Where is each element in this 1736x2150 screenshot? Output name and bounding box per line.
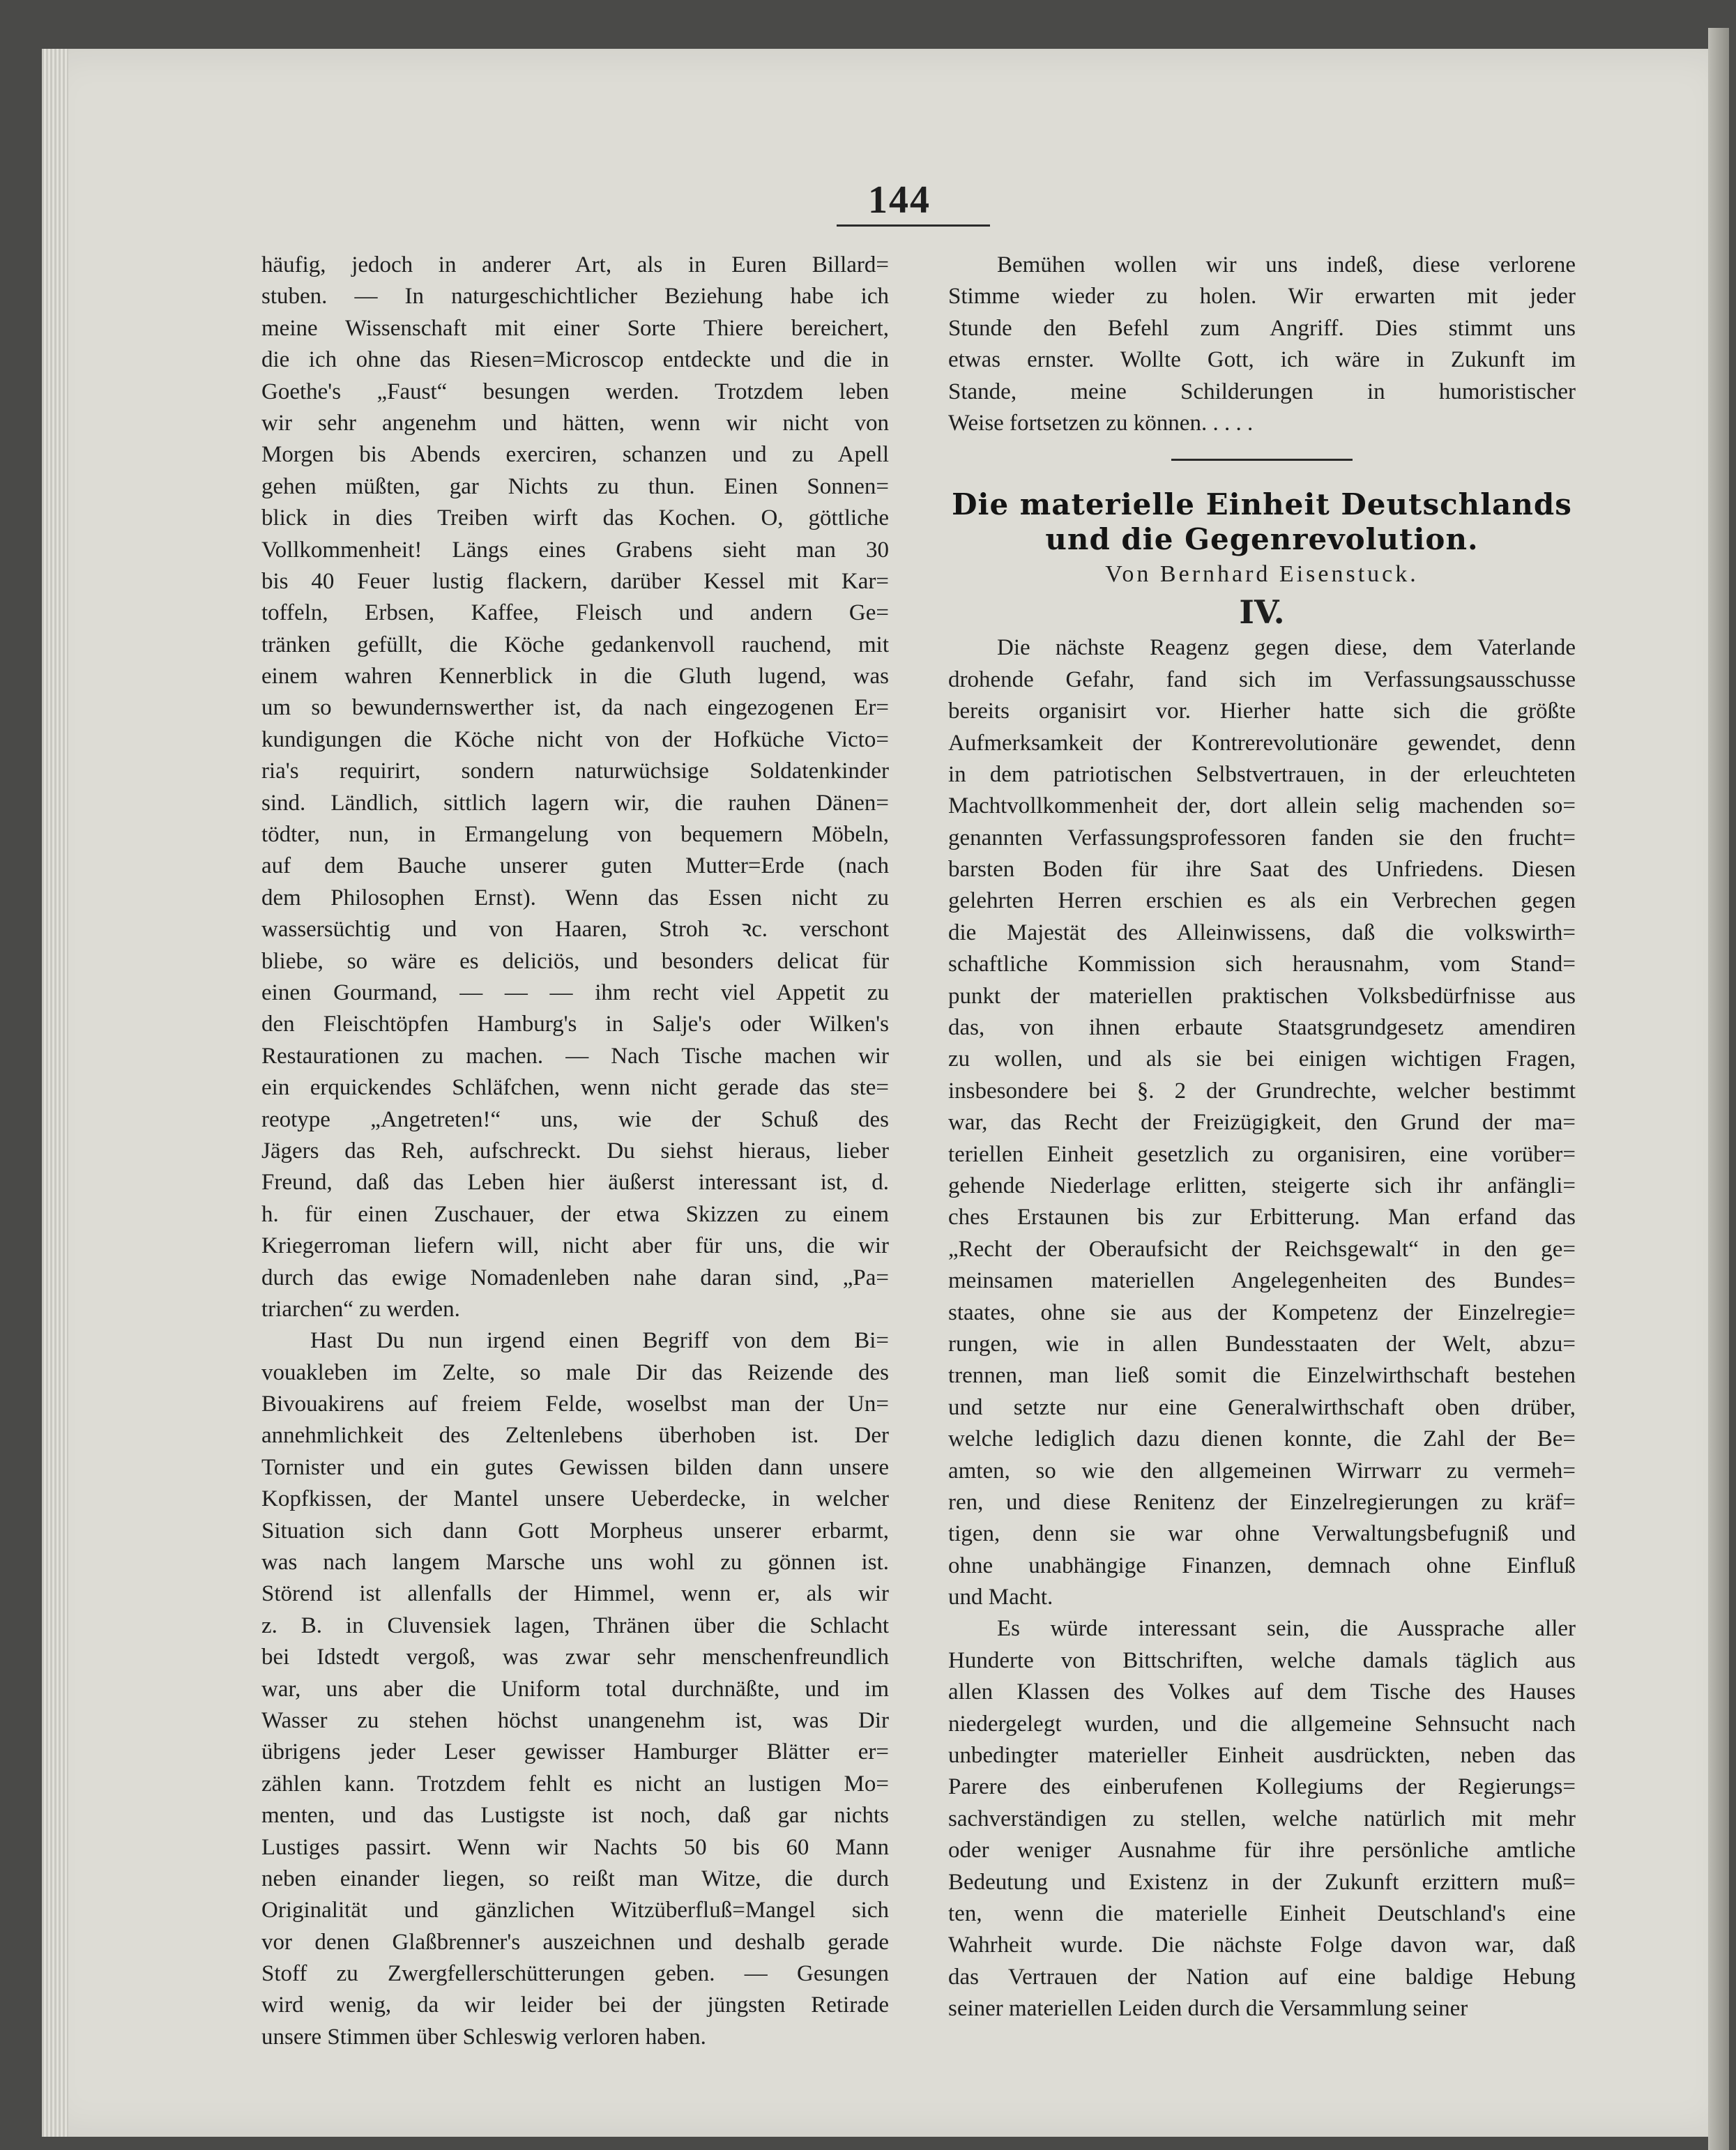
text-line: was nach langem Marsche uns wohl zu gönnen ist. bbox=[261, 1550, 889, 1576]
text-line: gehen müßten, gar Nichts zu thun. Einen Sonnen= bbox=[261, 473, 889, 499]
text-line: Tornister und ein gutes Gewissen bilden dann unsere bbox=[261, 1454, 889, 1480]
text-line: Es würde interessant sein, die Aussprache aller bbox=[997, 1616, 1576, 1642]
text-line: bis 40 Feuer lustig flackern, darüber Kessel mit Kar= bbox=[261, 568, 889, 594]
text-line: Kriegerroman liefern will, nicht aber für uns, die wir bbox=[261, 1233, 889, 1259]
text-line: rungen, wie in allen Bundesstaaten der Welt, abzu= bbox=[948, 1331, 1576, 1357]
text-line: stuben. — In naturgeschichtlicher Beziehung habe ich bbox=[261, 284, 889, 310]
text-line: oder weniger Ausnahme für ihre persönliche amtliche bbox=[948, 1838, 1576, 1863]
article-title-line2: und die Gegenrevolution. bbox=[1045, 522, 1479, 557]
text-line: Stande, meine Schilderungen in humoristischer bbox=[948, 379, 1576, 404]
text-line: blick in dies Treiben wirft das Kochen. O, göttliche bbox=[261, 505, 889, 531]
left-column bbox=[261, 250, 889, 2053]
article-byline: Von Bernhard Eisenstuck. bbox=[1105, 561, 1419, 588]
text-line: toffeln, Erbsen, Kaffee, Fleisch und andern Ge= bbox=[261, 600, 889, 626]
text-line: dem Philosophen Ernst). Wenn das Essen nicht zu bbox=[261, 885, 889, 910]
text-line: und Macht. bbox=[948, 1585, 1053, 1610]
text-line: neben einander liegen, so reißt man Witze, die durch bbox=[261, 1866, 889, 1891]
text-line: menten, und das Lustigste ist noch, daß gar nichts bbox=[261, 1803, 889, 1829]
text-line: zählen kann. Trotzdem fehlt es nicht an lustigen Mo= bbox=[261, 1771, 889, 1797]
text-line: ren, und diese Renitenz der Einzelregierungen zu kräf= bbox=[948, 1489, 1576, 1515]
text-line: Stunde den Befehl zum Angriff. Dies stimmt uns bbox=[948, 315, 1576, 341]
text-line: ria's requirirt, sondern naturwüchsige Soldatenkinder bbox=[261, 758, 889, 784]
text-line: unsere Stimmen über Schleswig verloren haben. bbox=[261, 2024, 706, 2050]
text-line: Machtvollkommenheit der, dort allein selig machenden so= bbox=[948, 793, 1576, 819]
text-line: ches Erstaunen bis zur Erbitterung. Man erfand das bbox=[948, 1205, 1576, 1230]
text-line: und setzte nur eine Generalwirthschaft oben drüber, bbox=[948, 1394, 1576, 1420]
text-line: niedergelegt wurden, und die allgemeine Sehnsucht nach bbox=[948, 1711, 1576, 1737]
text-line: den Fleischtöpfen Hamburg's in Salje's oder Wilken's bbox=[261, 1012, 889, 1037]
text-line: tigen, denn sie war ohne Verwaltungsbefugniß und bbox=[948, 1521, 1576, 1547]
text-line: bliebe, so wäre es deliciös, und besonders delicat für bbox=[261, 948, 889, 974]
text-line: ein erquickendes Schläfchen, wenn nicht gerade das ste= bbox=[261, 1075, 889, 1101]
text-line: sind. Ländlich, sittlich lagern wir, die rauhen Dänen= bbox=[261, 790, 889, 816]
text-line: wassersüchtig und von Haaren, Stroh ꝛc. verschont bbox=[261, 917, 889, 943]
text-line: war, das Recht der Freizügigkeit, den Grund der ma= bbox=[948, 1110, 1576, 1136]
text-line: übrigens jeder Leser gewisser Hamburger Blätter er= bbox=[261, 1739, 889, 1765]
text-line: die ich ohne das Riesen=Microscop entdeckte und die in bbox=[261, 347, 889, 373]
text-line: Stimme wieder zu holen. Wir erwarten mit jeder bbox=[948, 284, 1576, 310]
text-line: wird wenig, da wir leider bei der jüngsten Retirade bbox=[261, 1992, 889, 2018]
text-line: einem wahren Kennerblick in die Gluth lugend, was bbox=[261, 664, 889, 689]
text-line: etwas ernster. Wollte Gott, ich wäre in Zukunft im bbox=[948, 347, 1576, 373]
text-line: genannten Verfassungsprofessoren fanden sie den frucht= bbox=[948, 825, 1576, 851]
text-line: zu wollen, und als sie bei einigen wichtigen Fragen, bbox=[948, 1046, 1576, 1072]
text-line: um so bewundernswerther ist, da nach eingezogenen Er= bbox=[261, 695, 889, 721]
text-line: Störend ist allenfalls der Himmel, wenn er, als wir bbox=[261, 1581, 889, 1607]
text-line: gehende Niederlage erlitten, steigerte sich ihr anfängli= bbox=[948, 1173, 1576, 1198]
book-binding-edge bbox=[1708, 28, 1729, 2150]
text-line: Originalität und gänzlichen Witzüberfluß=Mangel sich bbox=[261, 1898, 889, 1923]
text-line: Situation sich dann Gott Morpheus unserer erbarmt, bbox=[261, 1518, 889, 1543]
text-line: Kopfkissen, der Mantel unsere Ueberdecke, in welcher bbox=[261, 1486, 889, 1512]
page-stack-edge bbox=[42, 49, 68, 2137]
text-line: triarchen“ zu werden. bbox=[261, 1296, 460, 1322]
page-number: 144 bbox=[868, 178, 931, 222]
text-line: Bivouakirens auf freiem Felde, woselbst man der Un= bbox=[261, 1392, 889, 1417]
text-line: „Recht der Oberaufsicht der Reichsgewalt“ in den ge= bbox=[948, 1236, 1576, 1262]
text-line: Wahrheit wurde. Die nächste Folge davon war, daß bbox=[948, 1932, 1576, 1958]
text-line: kundigungen die Köche nicht von der Hofküche Victo= bbox=[261, 726, 889, 752]
text-line: bereits organisirt vor. Hierher hatte sich die größte bbox=[948, 699, 1576, 724]
text-line: vor denen Glaßbrenner's auszeichnen und deshalb gerade bbox=[261, 1929, 889, 1955]
text-line: trennen, man ließ somit die Einzelwirthschaft bestehen bbox=[948, 1363, 1576, 1389]
text-line: durch das ewige Nomadenleben nahe daran sind, „Pa= bbox=[261, 1265, 889, 1290]
text-line: Vollkommenheit! Längs eines Grabens sieht man 30 bbox=[261, 537, 889, 563]
text-line: Restaurationen zu machen. — Nach Tische machen wir bbox=[261, 1043, 889, 1069]
text-line: meine Wissenschaft mit einer Sorte Thiere bereichert, bbox=[261, 315, 889, 341]
text-line: Wasser zu stehen höchst unangenehm ist, was Dir bbox=[261, 1707, 889, 1733]
text-line: allen Klassen des Volkes auf dem Tische des Hauses bbox=[948, 1679, 1576, 1705]
right-column-body bbox=[948, 632, 1576, 2025]
text-line: Stoff zu Zwergfellerschütterungen geben. — Gesungen bbox=[261, 1961, 889, 1987]
article-title-line1: Die materielle Einheit Deutschlands bbox=[952, 487, 1572, 522]
text-line: tödter, nun, in Ermangelung von bequemern Möbeln, bbox=[261, 822, 889, 848]
text-line: annehmlichkeit des Zeltenlebens überhoben ist. Der bbox=[261, 1423, 889, 1449]
text-line: Lustiges passirt. Wenn wir Nachts 50 bis 60 Mann bbox=[261, 1834, 889, 1860]
text-line: sachverständigen zu stellen, welche natürlich mit mehr bbox=[948, 1806, 1576, 1831]
text-line: welche lediglich dazu dienen konnte, die Zahl der Be= bbox=[948, 1426, 1576, 1452]
text-line: reotype „Angetreten!“ uns, wie der Schuß des bbox=[261, 1106, 889, 1132]
text-line: z. B. in Cluvensiek lagen, Thränen über die Schlacht bbox=[261, 1612, 889, 1638]
text-line: staates, ohne sie aus der Kompetenz der Einzelregie= bbox=[948, 1299, 1576, 1325]
right-column bbox=[948, 250, 1576, 2025]
text-line: war, uns aber die Uniform total durchnäßte, und im bbox=[261, 1676, 889, 1702]
text-line: unbedingter materieller Einheit ausdrückten, neben das bbox=[948, 1743, 1576, 1769]
text-line: ohne unabhängige Finanzen, demnach ohne Einfluß bbox=[948, 1553, 1576, 1578]
text-line: das, von ihnen erbaute Staatsgrundgesetz amendiren bbox=[948, 1015, 1576, 1041]
header-rule bbox=[837, 224, 990, 227]
section-separator bbox=[1171, 459, 1353, 461]
text-line: Jägers das Reh, aufschreckt. Du siehst hieraus, lieber bbox=[261, 1138, 889, 1164]
text-line: häufig, jedoch in anderer Art, als in Euren Billard= bbox=[261, 252, 889, 277]
text-line: Hunderte von Bittschriften, welche damals täglich aus bbox=[948, 1647, 1576, 1673]
text-line: Parere des einberufenen Kollegiums der Regierungs= bbox=[948, 1774, 1576, 1800]
text-line: teriellen Einheit gesetzlich zu organisiren, eine vorüber= bbox=[948, 1141, 1576, 1167]
text-line: Hast Du nun irgend einen Begriff von dem Bi= bbox=[310, 1328, 889, 1354]
text-line: meinsamen materiellen Angelegenheiten des Bundes= bbox=[948, 1268, 1576, 1294]
text-line: Morgen bis Abends exerciren, schanzen und zu Apell bbox=[261, 442, 889, 468]
text-line: Bedeutung und Existenz in der Zukunft erzittern muß= bbox=[948, 1869, 1576, 1895]
right-column-intro bbox=[948, 250, 1576, 439]
text-line: drohende Gefahr, fand sich im Verfassungsausschusse bbox=[948, 666, 1576, 692]
text-line: insbesondere bei §. 2 der Grundrechte, welcher bestimmt bbox=[948, 1078, 1576, 1104]
page-header bbox=[837, 178, 962, 222]
text-line: amten, so wie den allgemeinen Wirrwarr zu vermeh= bbox=[948, 1458, 1576, 1484]
text-line: die Majestät des Alleinwissens, daß die volkswirth= bbox=[948, 920, 1576, 945]
text-line: das Vertrauen der Nation auf eine baldige Hebung bbox=[948, 1964, 1576, 1990]
text-line: Bemühen wollen wir uns indeß, diese verlorene bbox=[997, 252, 1576, 277]
text-line: vouakleben im Zelte, so male Dir das Reizende des bbox=[261, 1359, 889, 1385]
text-line: Freund, daß das Leben hier äußerst interessant ist, d. bbox=[261, 1170, 889, 1196]
text-line: auf dem Bauche unserer guten Mutter=Erde (nach bbox=[261, 853, 889, 879]
text-line: seiner materiellen Leiden durch die Versammlung seiner bbox=[948, 1996, 1468, 2022]
article-section-number: IV. bbox=[1239, 593, 1285, 632]
text-line: tränken gefüllt, die Köche gedankenvoll rauchend, mit bbox=[261, 632, 889, 657]
text-line: h. für einen Zuschauer, der etwa Skizzen zu einem bbox=[261, 1201, 889, 1227]
text-line: punkt der materiellen praktischen Volksbedürfnisse aus bbox=[948, 983, 1576, 1009]
text-line: Goethe's „Faust“ besungen werden. Trotzdem leben bbox=[261, 379, 889, 404]
text-line: Die nächste Reagenz gegen diese, dem Vaterlande bbox=[997, 635, 1576, 661]
text-line: einen Gourmand, — — — ihm recht viel Appetit zu bbox=[261, 979, 889, 1005]
text-line: Weise fortsetzen zu können. . . . . bbox=[948, 410, 1254, 436]
text-line: wir sehr angenehm und hätten, wenn wir nicht von bbox=[261, 410, 889, 436]
text-line: barsten Boden für ihre Saat des Unfriedens. Diesen bbox=[948, 857, 1576, 883]
text-line: schaftliche Kommission sich herausnahm, vom Stand= bbox=[948, 952, 1576, 977]
text-line: gelehrten Herren erschien es als ein Verbrechen gegen bbox=[948, 888, 1576, 914]
text-line: Aufmerksamkeit der Kontrerevolutionäre gewendet, denn bbox=[948, 730, 1576, 756]
text-line: ten, wenn die materielle Einheit Deutschland's eine bbox=[948, 1900, 1576, 1926]
text-line: bei Idstedt vergoß, was zwar sehr menschenfreundlich bbox=[261, 1645, 889, 1670]
text-line: in dem patriotischen Selbstvertrauen, in der erleuchteten bbox=[948, 761, 1576, 787]
